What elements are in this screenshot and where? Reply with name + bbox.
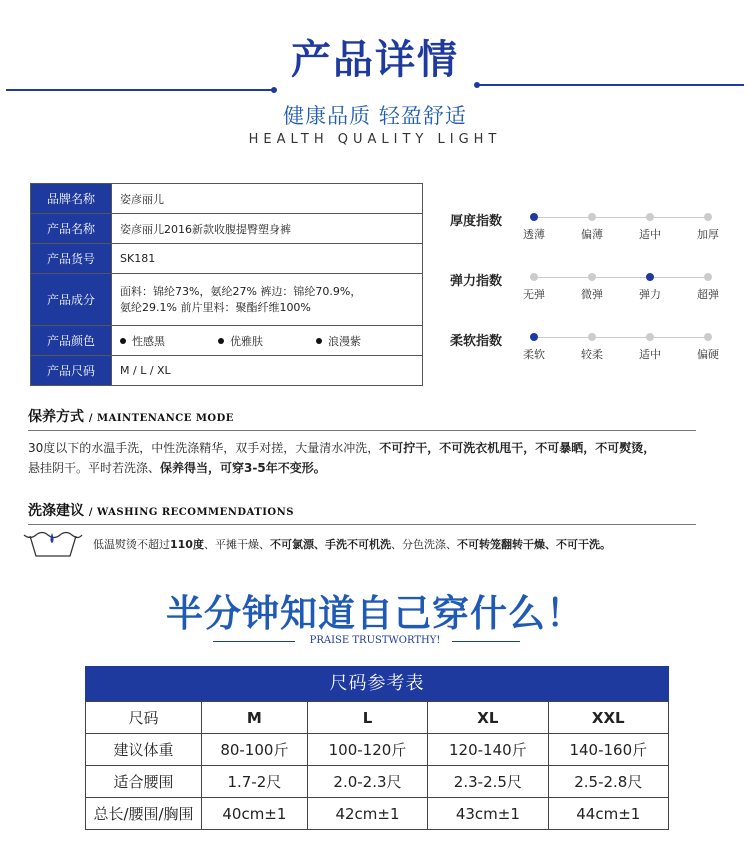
size-cell: 140-160斤 — [548, 734, 668, 766]
composition-line-1: 面料：锦纶73%，氨纶27% 裤边：锦纶70.9%， — [120, 284, 362, 298]
size-cell: 80-100斤 — [202, 734, 308, 766]
scale-dot — [588, 213, 596, 221]
size-cell: 适合腰围 — [86, 766, 202, 798]
maintenance-line2-b: 保养得当，可穿3-5年不变形。 — [160, 461, 326, 475]
size-table-title: 尺码参考表 — [85, 666, 669, 701]
scale-track — [534, 277, 708, 278]
maintenance-title: 保养方式 — [28, 409, 84, 425]
size-cell: 44cm±1 — [548, 798, 668, 830]
size-header-cell: XL — [428, 702, 548, 734]
scale-option: 较柔 — [581, 348, 603, 361]
size-cell: 2.5-2.8尺 — [548, 766, 668, 798]
promo-headline: 半分钟知道自己穿什么！ — [166, 592, 584, 635]
scale-track — [534, 217, 708, 218]
color-option: 性感黑 — [132, 334, 165, 348]
title-rule-right-dot — [474, 82, 480, 88]
title-rule-right — [477, 84, 744, 86]
scale-elasticity — [450, 270, 730, 310]
info-label: 产品名称 — [31, 214, 112, 244]
size-header-row — [86, 702, 669, 734]
wash-a: 低温熨烫不超过 — [93, 538, 170, 551]
size-cell: 1.7-2尺 — [202, 766, 308, 798]
maintenance-text — [28, 438, 728, 478]
scale-dot — [530, 333, 538, 341]
scale-dot — [704, 213, 712, 221]
maintenance-title-en: / MAINTENANCE MODE — [88, 413, 234, 424]
bullet-icon — [218, 338, 224, 344]
washing-title-en: / WASHING RECOMMENDATIONS — [88, 507, 294, 518]
size-cell: 2.3-2.5尺 — [428, 766, 548, 798]
color-option: 浪漫紫 — [328, 334, 361, 348]
info-label: 产品货号 — [31, 244, 112, 274]
size-cell: 总长/腰围/胸围 — [86, 798, 202, 830]
info-row-brand — [31, 184, 423, 214]
scale-option: 柔软 — [523, 348, 545, 361]
scale-option: 适中 — [639, 228, 661, 241]
bullet-icon — [316, 338, 322, 344]
wash-basin-svg — [22, 530, 84, 560]
scale-option: 透薄 — [523, 228, 545, 241]
info-label: 品牌名称 — [31, 184, 112, 214]
info-value — [112, 326, 423, 356]
info-label: 产品尺码 — [31, 356, 112, 386]
wash-basin-icon — [22, 530, 84, 560]
scale-label: 柔软指数 — [450, 334, 503, 349]
size-cell: 42cm±1 — [307, 798, 427, 830]
size-header-cell: M — [202, 702, 308, 734]
info-value — [112, 274, 423, 326]
wash-b: 110度 — [170, 538, 204, 551]
subtitle-cn: 健康品质 轻盈舒适 — [283, 104, 467, 128]
scale-dot — [646, 213, 654, 221]
wash-e: 、分色洗涤、 — [390, 538, 457, 551]
scale-softness — [450, 330, 730, 370]
scale-option: 弹力 — [639, 288, 661, 301]
info-row-colors — [31, 326, 423, 356]
maintenance-line1-a: 30度以下的水温手洗，中性洗涤精华，双手对搓，大量清水冲洗， — [28, 441, 380, 455]
size-header-cell: XXL — [548, 702, 668, 734]
size-cell: 40cm±1 — [202, 798, 308, 830]
scale-dot — [588, 333, 596, 341]
scale-option: 偏薄 — [581, 228, 603, 241]
scale-track — [534, 337, 708, 338]
scale-option: 微弹 — [581, 288, 603, 301]
info-row-sizes — [31, 356, 423, 386]
washing-title: 洗涤建议 — [28, 503, 84, 519]
title-rule-left — [6, 89, 274, 91]
scale-label: 弹力指数 — [450, 274, 503, 289]
scale-label: 厚度指数 — [450, 214, 503, 229]
size-cell: 2.0-2.3尺 — [307, 766, 427, 798]
size-row-weight — [86, 734, 669, 766]
size-header-cell: 尺码 — [86, 702, 202, 734]
info-row-composition — [31, 274, 423, 326]
info-value: 姿彦丽儿 — [112, 184, 423, 214]
scale-dot — [704, 333, 712, 341]
color-option: 优雅肤 — [230, 334, 263, 348]
page-title: 产品详情 — [291, 36, 459, 83]
scale-option: 超弹 — [697, 288, 719, 301]
scale-option: 适中 — [639, 348, 661, 361]
info-label: 产品颜色 — [31, 326, 112, 356]
info-value: SK181 — [112, 244, 423, 274]
maintenance-line1-b: 不可拧干，不可洗衣机甩干，不可暴晒，不可熨烫， — [379, 441, 656, 455]
title-rule-left-dot — [271, 87, 277, 93]
promo-tagline: PRAISE TRUSTWORTHY! — [309, 635, 441, 646]
info-row-sku — [31, 244, 423, 274]
subtitle-en: HEALTH QUALITY LIGHT — [248, 132, 502, 147]
maintenance-line2-a: 悬挂阴干。平时若洗涤、 — [28, 461, 161, 475]
scale-dot — [588, 273, 596, 281]
size-table — [85, 701, 669, 830]
washing-text — [93, 535, 738, 555]
washing-rule — [28, 524, 696, 525]
size-row-length — [86, 798, 669, 830]
maintenance-heading — [28, 406, 234, 426]
scale-dot — [646, 273, 654, 281]
size-cell: 120-140斤 — [428, 734, 548, 766]
wash-c: 、平摊干燥、 — [203, 538, 270, 551]
composition-line-2: 氨纶29.1% 前片里料：聚酯纤维100% — [120, 300, 311, 314]
product-info-table — [30, 183, 423, 386]
scale-dot — [530, 273, 538, 281]
size-cell: 建议体重 — [86, 734, 202, 766]
info-label: 产品成分 — [31, 274, 112, 326]
scale-thickness — [450, 210, 730, 250]
info-row-name — [31, 214, 423, 244]
size-header-cell: L — [307, 702, 427, 734]
size-row-waist — [86, 766, 669, 798]
size-cell: 43cm±1 — [428, 798, 548, 830]
scale-dot — [530, 213, 538, 221]
wash-f: 不可转笼翻转干燥、不可干洗。 — [456, 538, 611, 551]
scale-option: 无弹 — [523, 288, 545, 301]
bullet-icon — [120, 338, 126, 344]
info-value: M / L / XL — [112, 356, 423, 386]
info-value: 姿彦丽儿2016新款收腹提臀塑身裤 — [112, 214, 423, 244]
wash-d: 不可氯漂、手洗不可机洗 — [269, 538, 391, 551]
maintenance-rule — [28, 430, 696, 431]
scale-dot — [646, 333, 654, 341]
scale-option: 偏硬 — [697, 348, 719, 361]
size-cell: 100-120斤 — [307, 734, 427, 766]
scale-dot — [704, 273, 712, 281]
scale-option: 加厚 — [697, 228, 719, 241]
washing-heading — [28, 500, 294, 520]
